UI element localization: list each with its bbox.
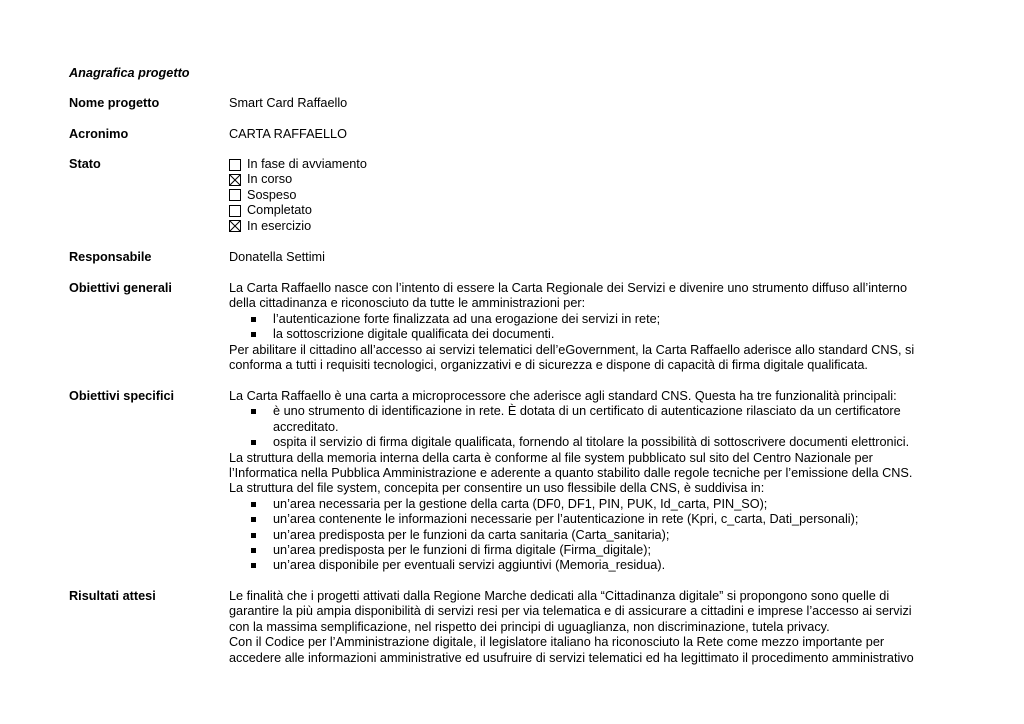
list-item xyxy=(229,512,957,527)
checkbox-icon xyxy=(229,174,241,186)
list-item-text: è uno strumento di identificazione in rete. È dotata di un certificato di autenticazione rilasciato da un certificatore xyxy=(273,404,901,419)
field-value xyxy=(229,96,957,111)
field-label: Acronimo xyxy=(69,127,129,141)
field-value xyxy=(229,281,957,373)
field-label: Stato xyxy=(69,157,101,171)
status-option-label: Sospeso xyxy=(247,187,297,202)
paragraph-line: Con il Codice per l’Amministrazione digitale, il legislatore italiano ha riconosciuto la Rete come mezzo importante per xyxy=(229,635,885,650)
paragraph-line: conforma a tutti i requisiti tecnologici, organizzativi e di sicurezza e dispone di capacità di firma digitale qualificata. xyxy=(229,358,868,373)
field-value xyxy=(229,389,957,574)
paragraph-line: accedere alle informazioni amministrative ed usufruire di servizi telematici ed ha legittimato il procedimento amministrativo xyxy=(229,650,914,665)
bullet-square-icon xyxy=(251,332,256,337)
field-label: Obiettivi specifici xyxy=(69,389,175,403)
list-item xyxy=(229,558,957,573)
field-label: Responsabile xyxy=(69,250,152,264)
status-option xyxy=(229,219,957,234)
list-item-text: la sottoscrizione digitale qualificata dei documenti. xyxy=(273,327,555,342)
field-value-text: CARTA RAFFAELLO xyxy=(229,127,347,141)
paragraph-line: La struttura del file system, concepita per consentire un uso flessibile della CNS, è suddivisa in: xyxy=(229,481,765,496)
list-item-text: un’area contenente le informazioni necessarie per l’autenticazione in rete (Kpri, c_carta, Dati_personali); xyxy=(273,512,859,527)
bullet-square-icon xyxy=(251,440,256,445)
status-option xyxy=(229,188,957,203)
list-item-text: un’area predisposta per le funzioni da carta sanitaria (Carta_sanitaria); xyxy=(273,527,670,542)
list-item xyxy=(229,312,957,327)
list-item xyxy=(229,404,957,435)
field-value xyxy=(229,127,957,142)
bullet-square-icon xyxy=(251,317,256,322)
list-item-text: un’area predisposta per le funzioni di firma digitale (Firma_digitale); xyxy=(273,543,651,558)
bullet-square-icon xyxy=(251,548,256,553)
paragraph-line: La Carta Raffaello è una carta a microprocessore che aderisce agli standard CNS. Questa ha tre funzionalità principali: xyxy=(229,389,897,403)
list-item xyxy=(229,543,957,558)
checkbox-icon xyxy=(229,159,241,171)
paragraph-line: Le finalità che i progetti attivati dalla Regione Marche dedicati alla “Cittadinanza digitale” si propongono sono quelle di xyxy=(229,589,890,603)
list-item xyxy=(229,327,957,342)
field-value xyxy=(229,250,957,265)
checkbox-icon xyxy=(229,189,241,201)
bullet-list xyxy=(229,497,957,574)
section-title: Anagrafica progetto xyxy=(69,66,190,80)
paragraph-line: con la massima semplificazione, nel rispetto dei principi di uguaglianza, non discriminazione, tutela privacy. xyxy=(229,619,830,634)
paragraph-line: La struttura della memoria interna della carta è conforme al file system pubblicato sul sito del Centro Nazionale per xyxy=(229,450,873,465)
status-option xyxy=(229,172,957,187)
paragraph-line: La Carta Raffaello nasce con l’intento di essere la Carta Regionale dei Servizi e divenire uno strumento diffuso all’interno xyxy=(229,281,907,295)
status-options xyxy=(229,157,957,234)
list-item xyxy=(229,435,957,450)
list-item xyxy=(229,528,957,543)
bullet-square-icon xyxy=(251,409,256,414)
field-value-text: Donatella Settimi xyxy=(229,250,325,264)
bullet-square-icon xyxy=(251,517,256,522)
field-value xyxy=(229,589,957,666)
status-option-label: In fase di avviamento xyxy=(247,157,367,171)
bullet-list xyxy=(229,312,957,343)
checkbox-icon xyxy=(229,220,241,232)
field-label: Risultati attesi xyxy=(69,589,156,603)
status-option xyxy=(229,157,957,172)
paragraph-line: l’Informatica nella Pubblica Amministrazione e aderente a quanto stabilito dalle regole tecniche per l’emissione della CNS. xyxy=(229,466,913,481)
status-option-label: In esercizio xyxy=(247,218,312,233)
list-item-text: ospita il servizio di firma digitale qualificata, fornendo al titolare la possibilità di sottoscrivere documenti elettronici. xyxy=(273,435,910,450)
paragraph-line: della cittadinanza e riconosciuto da tutte le amministrazioni per: xyxy=(229,296,586,311)
status-option-label: Completato xyxy=(247,203,312,218)
field-label: Nome progetto xyxy=(69,96,160,110)
list-item-text: l’autenticazione forte finalizzata ad una erogazione dei servizi in rete; xyxy=(273,311,661,326)
list-item-text-continued: accreditato. xyxy=(273,419,339,434)
bullet-square-icon xyxy=(251,533,256,538)
checkbox-icon xyxy=(229,205,241,217)
bullet-square-icon xyxy=(251,563,256,568)
paragraph-line: Per abilitare il cittadino all’accesso ai servizi telematici dell’eGovernment, la Carta Raffaello aderisce allo standard CNS, si xyxy=(229,342,915,357)
paragraph-line: garantire la più ampia disponibilità di servizi resi per via telematica e di assicurare a cittadini e imprese l’accesso ai servizi xyxy=(229,604,912,619)
bullet-square-icon xyxy=(251,502,256,507)
field-value-text: Smart Card Raffaello xyxy=(229,96,348,110)
list-item-text: un’area disponibile per eventuali servizi aggiuntivi (Memoria_residua). xyxy=(273,558,666,573)
list-item xyxy=(229,497,957,512)
status-option xyxy=(229,203,957,218)
field-label: Obiettivi generali xyxy=(69,281,172,295)
bullet-list xyxy=(229,404,957,450)
status-option-label: In corso xyxy=(247,172,293,187)
list-item-text: un’area necessaria per la gestione della carta (DF0, DF1, PIN, PUK, Id_carta, PIN_SO); xyxy=(273,496,768,511)
